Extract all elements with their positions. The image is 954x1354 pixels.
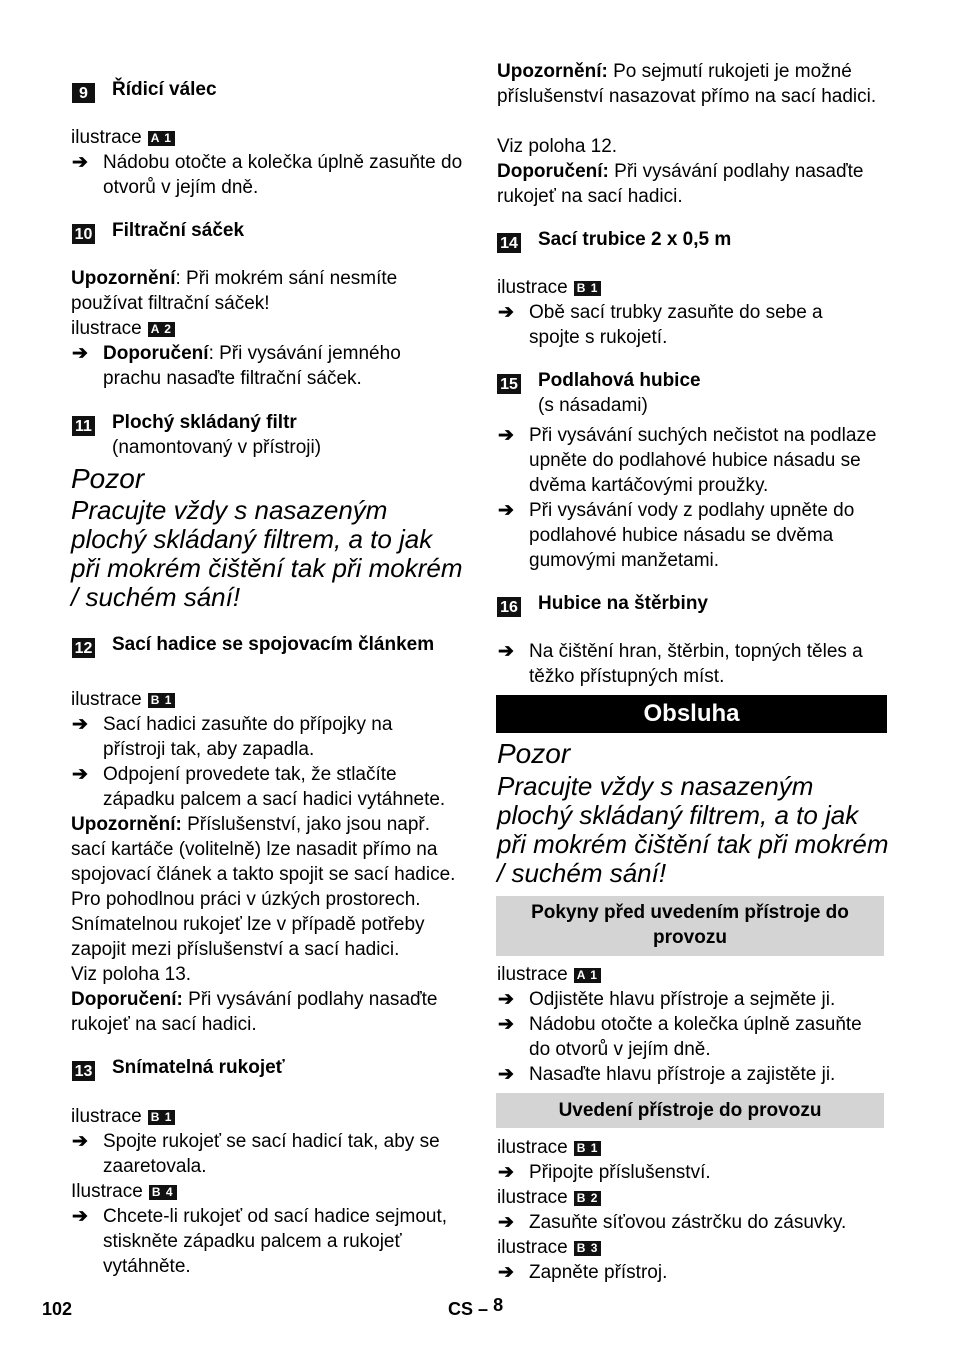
bullet-text: Doporučení: Při vysávání jemného prachu nasaďte filtrační sáček. [103, 343, 401, 389]
bullet-text: Odpojení provedete tak, že stlačíte západku palcem a sací hadici vytáhnete. [103, 764, 446, 810]
section-number-11: 11 [72, 416, 95, 436]
arrow-right-icon: ➔ [72, 152, 88, 173]
section-title: Snímatelná rukojeť [112, 1057, 285, 1078]
section-subtitle: (s násadami) [538, 395, 648, 416]
chapter-heading: Obsluha [496, 695, 887, 733]
section-number-14: 14 [497, 233, 521, 253]
arrow-right-icon: ➔ [498, 1014, 514, 1035]
recommendation: Doporučení: Při vysávání podlahy nasaďte rukojeť na sací hadici. [497, 161, 864, 207]
section-title: Řídicí válec [112, 79, 217, 100]
arrow-right-icon: ➔ [498, 425, 514, 446]
illustration-ref: ilustrace A 1 [71, 125, 175, 150]
arrow-right-icon: ➔ [72, 1131, 88, 1152]
bullet-text: Sací hadici zasuňte do přípojky na přístroji tak, aby zapadla. [103, 714, 393, 760]
section-title: Plochý skládaný filtr [112, 412, 297, 433]
bullet-text: Zasuňte síťovou zástrčku do zásuvky. [529, 1212, 847, 1233]
warning-title: Pozor [497, 738, 571, 769]
subsection-heading: Uvedení přístroje do provozu [496, 1093, 884, 1128]
illustration-ref: ilustrace B 1 [71, 687, 175, 712]
bullet-text: Spojte rukojeť se sací hadicí tak, aby se zaaretovala. [103, 1131, 440, 1177]
figure-tag: A 2 [148, 322, 175, 337]
arrow-right-icon: ➔ [498, 1212, 514, 1233]
section-number-10: 10 [72, 224, 95, 244]
arrow-right-icon: ➔ [72, 1206, 88, 1227]
arrow-right-icon: ➔ [498, 1064, 514, 1085]
section-number-13: 13 [72, 1061, 95, 1081]
subsection-heading: Pokyny před uvedením přístroje do provozu [496, 896, 884, 956]
bullet-text: Při vysávání vody z podlahy upněte do podlahové hubice násadu se dvěma gumovými manžetami. [529, 500, 855, 571]
figure-tag: B 2 [574, 1191, 602, 1206]
language-code: CS – 8 [448, 1295, 504, 1319]
see-reference: Viz poloha 13. [71, 964, 192, 985]
arrow-right-icon: ➔ [72, 714, 88, 735]
illustration-ref: ilustrace B 1 [497, 275, 601, 300]
figure-tag: A 1 [574, 968, 601, 983]
arrow-right-icon: ➔ [498, 1162, 514, 1183]
section-number-15: 15 [497, 374, 521, 394]
bullet-text: Připojte příslušenství. [529, 1162, 711, 1183]
arrow-right-icon: ➔ [498, 641, 514, 662]
bullet-text: Odjistěte hlavu přístroje a sejměte ji. [529, 989, 836, 1010]
bullet-text: Zapněte přístroj. [529, 1262, 668, 1283]
bullet-text: Na čištění hran, štěrbin, topných těles a těžko přístupných míst. [529, 641, 863, 687]
page-subnumber: 8 [493, 1295, 504, 1315]
section-number-9: 9 [72, 83, 95, 103]
warning-title: Pozor [71, 463, 145, 494]
arrow-right-icon: ➔ [72, 764, 88, 785]
illustration-ref: Ilustrace B 4 [71, 1179, 177, 1204]
bullet-text: Nasaďte hlavu přístroje a zajistěte ji. [529, 1064, 836, 1085]
section-title: Podlahová hubice [538, 370, 701, 391]
recommendation: Doporučení: Při vysávání podlahy nasaďte rukojeť na sací hadici. [71, 989, 438, 1035]
figure-tag: B 1 [574, 281, 602, 296]
illustration-ref: ilustrace A 1 [497, 962, 601, 987]
figure-tag: A 1 [148, 131, 175, 146]
see-reference: Viz poloha 12. [497, 136, 618, 157]
figure-tag: B 1 [148, 693, 176, 708]
section-number-12: 12 [72, 638, 95, 658]
section-title: Filtrační sáček [112, 220, 245, 241]
section-subtitle: (namontovaný v přístroji) [112, 437, 322, 458]
warning-text: Pracujte vždy s nasazeným plochý skládaný filtrem, a to jak při mokrém čištění tak při mokrém / suchém sání! [71, 495, 463, 612]
figure-tag: B 4 [149, 1185, 177, 1200]
illustration-ref: ilustrace B 3 [497, 1235, 601, 1260]
page-number: 102 [42, 1299, 73, 1319]
arrow-right-icon: ➔ [498, 302, 514, 323]
illustration-ref: ilustrace B 2 [497, 1185, 601, 1210]
note-paragraph: Upozornění: Po sejmutí rukojeti je možné příslušenství nasazovat přímo na sací hadici. [497, 61, 877, 107]
bullet-text: Nádobu otočte a kolečka úplně zasuňte do otvorů v jejím dně. [529, 1014, 862, 1060]
arrow-right-icon: ➔ [72, 343, 88, 364]
bullet-text: Obě sací trubky zasuňte do sebe a spojte s rukojetí. [529, 302, 823, 348]
illustration-ref: ilustrace B 1 [71, 1104, 175, 1129]
section-title: Hubice na štěrbiny [538, 593, 708, 614]
figure-tag: B 1 [148, 1110, 176, 1125]
arrow-right-icon: ➔ [498, 500, 514, 521]
bullet-text: Při vysávání suchých nečistot na podlaze upněte do podlahové hubice násadu se dvěma kartáčovými proužky. [529, 425, 877, 496]
figure-tag: B 1 [574, 1141, 602, 1156]
arrow-right-icon: ➔ [498, 1262, 514, 1283]
section-title: Sací hadice se spojovacím článkem [112, 634, 435, 655]
illustration-ref: ilustrace B 1 [497, 1135, 601, 1160]
arrow-right-icon: ➔ [498, 989, 514, 1010]
note-paragraph: Upozornění: Při mokrém sání nesmíte používat filtrační sáček! [71, 268, 398, 314]
section-title: Sací trubice 2 x 0,5 m [538, 229, 732, 250]
warning-text: Pracujte vždy s nasazeným plochý skládaný filtrem, a to jak při mokrém čištění tak při mokrém / suchém sání! [497, 771, 889, 888]
bullet-text: Chcete-li rukojeť od sací hadice sejmout, stiskněte západku palcem a rukojeť vytáhněte. [103, 1206, 448, 1277]
note-paragraph: Upozornění: Příslušenství, jako jsou např. sací kartáče (volitelně) lze nasadit přímo na spojovací článek a takto spojit se sací hadice. Pro pohodlnou práci v úzkých prostorech. Snímatelnou rukojeť lze v případě potřeby zapojit mezi příslušenství a sací hadici. [71, 814, 456, 960]
bullet-text: Nádobu otočte a kolečka úplně zasuňte do otvorů v jejím dně. [103, 152, 463, 198]
section-number-16: 16 [497, 597, 521, 617]
figure-tag: B 3 [574, 1241, 602, 1256]
illustration-ref: ilustrace A 2 [71, 316, 175, 341]
